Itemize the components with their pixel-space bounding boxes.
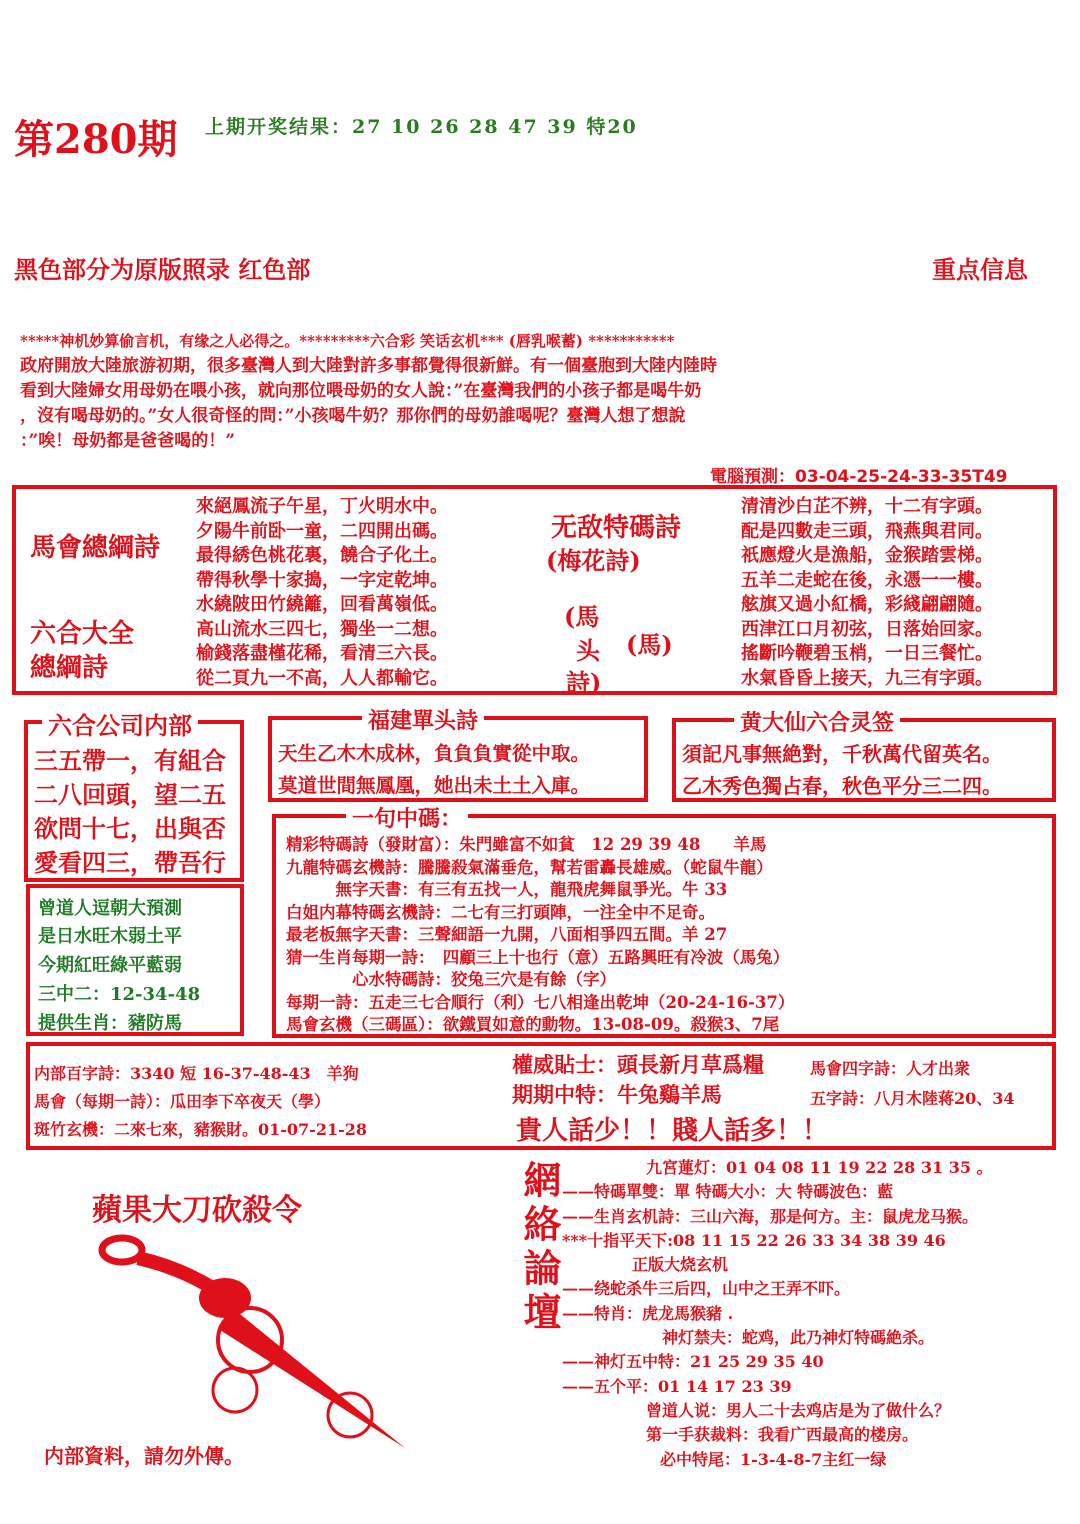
yiju-title: 一句中碼： xyxy=(346,802,468,833)
huang-line: 須記凡事無絶對，千秋萬代留英名。 xyxy=(682,742,1002,766)
knife-icon xyxy=(80,1220,420,1450)
forum-line: 曾道人说：男人二十去鸡店是为了做什么？ xyxy=(646,1400,951,1420)
forum-line: ——绕蛇杀牛三后四，山中之王弄不吓。 xyxy=(562,1279,851,1299)
poem-left-lines xyxy=(196,495,448,691)
last-result: 上期开奖结果：27 10 26 28 47 39 特20 xyxy=(205,116,638,138)
forum-line: 九宮蓮灯：01 04 08 11 19 22 28 31 35 。 xyxy=(646,1158,993,1177)
forum-line: ——特肖：虎龙馬猴豬 . xyxy=(562,1303,734,1323)
zeng-line: 今期紅旺綠平藍弱 xyxy=(38,955,182,976)
poem-line: 帶得秋學十家搗，一字定乾坤。 xyxy=(196,569,448,591)
poem-center-c: 詩) xyxy=(566,668,602,697)
poem-line: 最得綉色桃花裏，饒合子化土。 xyxy=(196,545,448,566)
fujian-title: 福建單头詩 xyxy=(362,704,484,735)
forum-line: 必中特尾：1-3-4-8-7主红一绿 xyxy=(660,1449,887,1469)
company-title: 六合公司内部 xyxy=(42,706,198,741)
poem-line: 高山流水三四七，獨坐一二想。 xyxy=(196,618,448,640)
bottom-left-line: 馬會（每期一詩）：瓜田李下卒夜天（學） xyxy=(34,1092,331,1111)
poem-label-1: 馬會總綱詩 xyxy=(30,533,161,563)
forum-lines xyxy=(562,1156,993,1472)
poem-label-3: 總綱詩 xyxy=(30,653,109,683)
company-line: 欲問十七，出與否 xyxy=(34,814,226,843)
yiju-line: 無字天書：有三有五找一人，龍飛虎舞鼠爭光。牛 33 xyxy=(286,880,728,899)
forum-line: ——神灯五中特：21 25 29 35 40 xyxy=(562,1352,824,1372)
yiju-line: 九龍特碼玄機詩：騰騰殺氣滿垂危，幫若雷轟長雄威。（蛇鼠牛龍） xyxy=(286,857,773,877)
huang-line: 乙木秀色獨占春，秋色平分三二四。 xyxy=(682,774,1002,798)
bottom-box xyxy=(26,1042,1056,1150)
poem-line: 來絕鳳流子午星，丁火明水中。 xyxy=(196,496,448,517)
banner-left: 黑色部分为原版照录 红色部 xyxy=(14,256,311,284)
poem-line: 舷旗又過小紅橋，彩綫翩翩隨。 xyxy=(741,594,993,615)
forum-line: ***十指平天下:08 11 15 22 26 33 34 38 39 46 xyxy=(562,1230,946,1250)
bottom-small-line: 五字詩：八月木陸蒋20、34 xyxy=(810,1089,1015,1108)
huang-title: 黄大仙六合灵签 xyxy=(734,706,900,737)
poem-center-b: 头 xyxy=(576,636,600,665)
computer-prediction: 電腦預測：03-04-25-24-33-35T49 xyxy=(710,467,1008,487)
bottom-left-line: 内部百字詩：3340 短 16-37-48-43 羊狗 xyxy=(34,1064,359,1083)
joke-line: ：”唉！母奶都是爸爸喝的！” xyxy=(20,431,236,451)
bottom-right-line: 期期中特：牛兔鷄羊馬 xyxy=(512,1082,722,1107)
bottom-slogan: 貴人話少！！賤人話多！！ xyxy=(516,1116,829,1146)
huang-box xyxy=(672,710,1056,802)
forum-line: ——生肖玄机詩：三山六海，那是何方。主：鼠虎龙马猴。 xyxy=(562,1206,979,1226)
joke-block xyxy=(20,330,1065,451)
zeng-line: 是日水旺木弱土平 xyxy=(38,926,182,947)
bottom-small-line: 馬會四字詩：人才出衆 xyxy=(810,1059,971,1078)
poem-line: 從二頁九一不高，人人都輸它。 xyxy=(196,667,448,689)
poem-line: 榆錢落盡槿花稀，看清三六長。 xyxy=(196,643,448,664)
yiju-box xyxy=(272,806,1056,1038)
forum-line: 神灯禁夫：蛇鸡，此乃神灯特碼絶杀。 xyxy=(662,1328,935,1348)
poem-line: 配是四數走三頭，飛燕與君同。 xyxy=(741,520,993,542)
banner-right: 重点信息 xyxy=(932,256,1028,284)
issue-number: 第280期 xyxy=(14,116,178,163)
forum-line: ——特碼單雙：單 特碼大小：大 特碼波色：藍 xyxy=(562,1182,894,1202)
yiju-line: 心水特碼詩：狡兔三穴是有餘（字） xyxy=(286,970,616,989)
yiju-line: 最老板無字天書：三聲細語一九開，八面相爭四五間。羊 27 xyxy=(286,925,728,944)
forum-line: 第一手获裁料：我看广西最高的楼房。 xyxy=(646,1425,919,1445)
poem-center-d: (馬) xyxy=(626,630,673,659)
joke-title: *****神机妙算偷言机，有缘之人必得之。*********六合彩 笑话玄机*** (唇乳喉蓄) *********** xyxy=(20,332,675,350)
poem-box xyxy=(12,485,1057,695)
company-line: 三五帶一，有組合 xyxy=(34,746,226,775)
yiju-line: 精彩特碼詩（發財富）：朱門雖富不如貧 12 29 39 48 羊馬 xyxy=(286,835,767,854)
poem-right-lines xyxy=(741,495,993,691)
zeng-line: 提供生肖：豬防馬 xyxy=(38,1013,182,1034)
poem-line: 水氣昏昏上接天，九三有字頭。 xyxy=(741,667,993,689)
fujian-line: 天生乙木木成林，負負負實從中取。 xyxy=(278,742,591,765)
forum-line: ——五个平：01 14 17 23 39 xyxy=(562,1376,792,1396)
poem-line: 清清沙白芷不辨，十二有字頭。 xyxy=(741,496,993,517)
forum-vertical: 網絡論壇 xyxy=(517,1160,562,1336)
fujian-line: 莫道世間無鳳凰，她出未土土入庫。 xyxy=(278,774,591,797)
yiju-line: 白姐内幕特碼玄機詩：二七有三打頭陣，一注全中不足奇。 xyxy=(286,902,715,922)
yiju-line: 馬會玄機（三碼區）：欲鐵買如意的動物。13-08-09。殺猴3、7尾 xyxy=(286,1015,780,1034)
zeng-box xyxy=(26,884,244,1036)
company-line: 愛看四三，帶吾行 xyxy=(34,848,226,877)
company-line: 二八回頭，望二五 xyxy=(34,780,226,809)
poem-line: 水繞陂田竹繞籬，回看萬嶺低。 xyxy=(196,594,448,615)
poem-line: 祇應燈火是漁船，金猴踏雲梯。 xyxy=(741,545,993,566)
poem-label-2: 六合大全 xyxy=(30,619,135,649)
apple-title: 蘋果大刀砍殺令 xyxy=(92,1193,302,1228)
yiju-line: 猜一生肖每期一詩： 四顧三上十也行（意）五路興旺有冷波（馬兔） xyxy=(286,947,790,967)
company-box xyxy=(24,711,244,882)
yiju-line: 每期一詩：五走三七合順行（利）七八相逢出乾坤（20-24-16-37） xyxy=(286,992,795,1012)
poem-line: 五羊二走蛇在後，永憑一一樓。 xyxy=(741,569,993,591)
joke-line: 看到大陸婦女用母奶在喂小孩，就向那位喂母奶的女人說：”在臺灣我們的小孩子都是喝牛奶 xyxy=(20,381,702,401)
joke-line: 政府開放大陸旅游初期，很多臺灣人到大陸對許多事都覺得很新鮮。有一個臺胞到大陸内陸時 xyxy=(20,356,717,376)
poem-line: 夕陽牛前卧一童，二四開出碼。 xyxy=(196,520,448,542)
poem-line: 搖斷吟鞭碧玉梢，一日三餐忙。 xyxy=(741,643,993,664)
joke-line: ，沒有喝母奶的。”女人很奇怪的問：”小孩喝牛奶？那你們的母奶誰喝呢？臺灣人想了想說 xyxy=(20,406,686,426)
poem-center-a: (馬 xyxy=(564,602,600,631)
bottom-left-line: 斑竹玄機：二來七來，豬猴財。01-07-21-28 xyxy=(34,1120,367,1139)
apple-note: 内部資料，請勿外傳。 xyxy=(44,1444,244,1468)
poem-line: 西津江口月初弦，日落始回家。 xyxy=(741,618,993,640)
bottom-right-line: 權威貼士：頭長新月草爲糧 xyxy=(512,1052,764,1077)
fujian-box xyxy=(268,708,648,802)
poem-center-title: 无敌特碼詩 xyxy=(551,513,682,543)
poem-center-sub: (梅花詩) xyxy=(546,546,641,575)
zeng-line: 三中二：12-34-48 xyxy=(38,984,201,1005)
zeng-title: 曾道人逗朝大預測 xyxy=(38,898,182,919)
forum-line: 正版大烧玄机 xyxy=(632,1255,729,1275)
